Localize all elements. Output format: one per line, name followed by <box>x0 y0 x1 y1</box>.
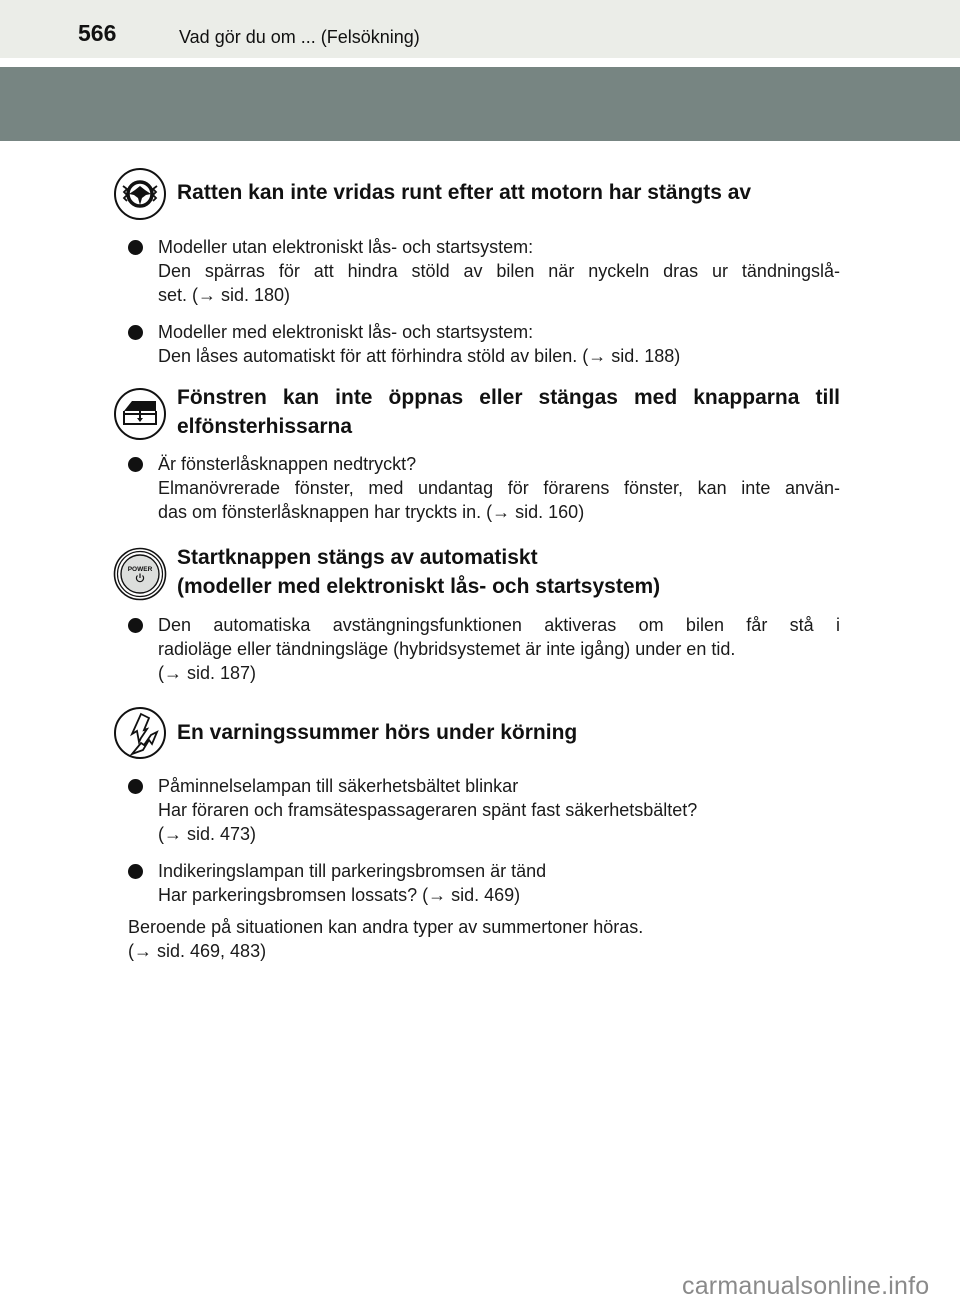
bullet-icon <box>128 618 143 633</box>
section-band <box>0 67 960 141</box>
section-heading-buzzer: En varningssummer hörs under körning <box>177 721 578 744</box>
section-heading-start-button: Startknappen stängs av automatiskt (modeller med elektroniskt lås- och startsystem) <box>177 546 661 598</box>
running-title: Vad gör du om ... (Felsökning) <box>179 27 420 47</box>
steering-wheel-lock-icon <box>113 167 167 221</box>
watermark: carmanualsonline.info <box>682 1272 930 1300</box>
list-item: Modeller utan elektroniskt lås- och startsystem: Den spärras för att hindra stöld av bilen när nyckeln dras ur tändningslå- set. (→ sid. 180) <box>128 235 840 307</box>
section-heading-windows-cont: elfönsterhissarna <box>177 415 353 438</box>
list-item: Är fönsterlåsknappen nedtryckt? Elmanövrerade fönster, med undantag för förarens fönster, kan inte använ- das om fönsterlåsknappen har tryckts in. (→ sid. 160) <box>128 452 840 524</box>
list-item: Indikeringslampan till parkeringsbromsen är tänd Har parkeringsbromsen lossats? (→ sid. 469) <box>128 859 840 907</box>
bullet-icon <box>128 457 143 472</box>
bullet-icon <box>128 240 143 255</box>
page-number: 566 <box>78 20 117 46</box>
list-item: Påminnelselampan till säkerhetsbältet blinkar Har föraren och framsätespassageraren spänt fast säkerhetsbältet? (→ sid. 473) <box>128 774 840 846</box>
note-text: Beroende på situationen kan andra typer av summertoner höras. (→ sid. 469, 483) <box>128 917 644 961</box>
svg-text:POWER: POWER <box>127 566 153 573</box>
list-item: Modeller med elektroniskt lås- och startsystem: Den låses automatiskt för att förhindra stöld av bilen. (→ sid. 188) <box>128 320 840 368</box>
power-window-icon <box>113 387 167 441</box>
power-button-icon <box>113 547 167 601</box>
section-heading-windows: Fönstren kan inte öppnas eller stängas med knapparna till <box>177 386 840 409</box>
list-item: Den automatiska avstängningsfunktionen aktiveras om bilen får stå i radioläge eller tändningsläge (hybridsystemet är inte igång) under en tid. (→ sid. 187) <box>128 613 840 685</box>
section-heading-steering: Ratten kan inte vridas runt efter att motorn har stängts av <box>177 181 752 204</box>
bullet-icon <box>128 779 143 794</box>
bullet-icon <box>128 325 143 340</box>
page-header <box>0 0 960 58</box>
warning-buzzer-icon <box>113 706 167 760</box>
bullet-icon <box>128 864 143 879</box>
